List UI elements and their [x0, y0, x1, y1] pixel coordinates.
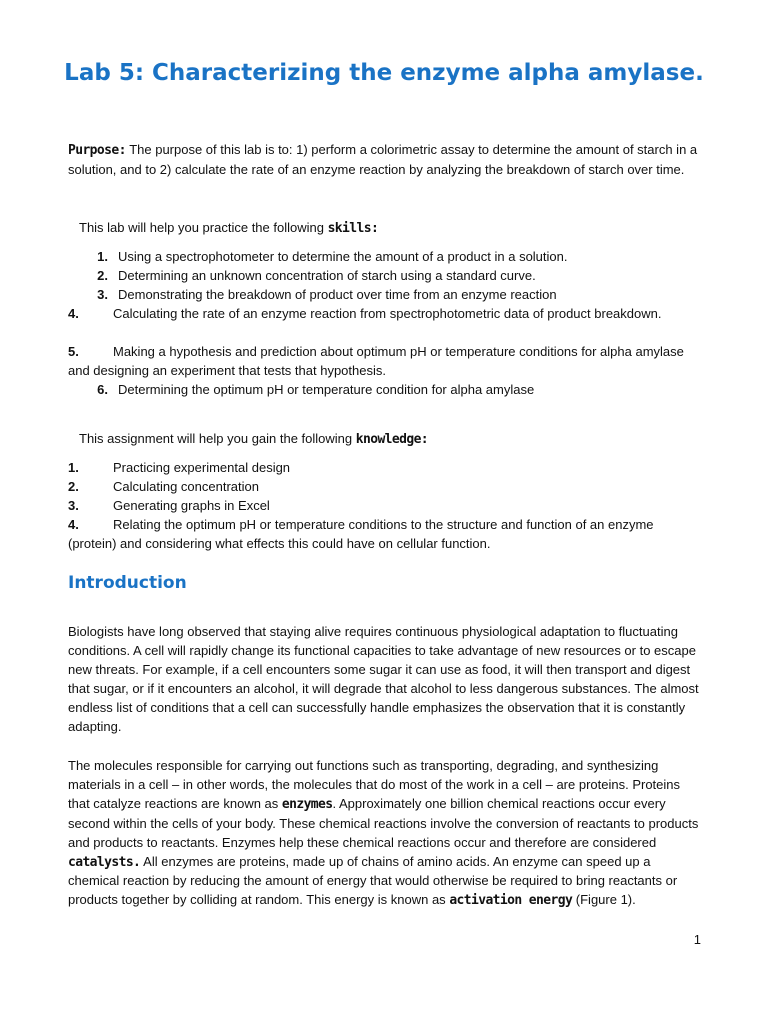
list-item: [88, 248, 567, 267]
intro-paragraph-1: Biologists have long observed that staying alive requires continuous physiological adaptation to fluctuating conditions. A cell will rapidly change its functional capacities to take advantage of new resources or to escape new threats. For example, if a cell encounters some sugar it can use as food, it will then transport and digest that sugar, or if it encounters an alcohol, it will degrade that alcohol to less dangerous substances. The almost endless list of conditions that a cell can successfully handle emphasizes the observation that it is constantly adapting.: [68, 624, 699, 734]
intro-paragraph-2: [68, 757, 700, 911]
list-item-text: Relating the optimum pH or temperature conditions to the structure and function of an enzyme (protein) and considering what effects this could have on cellular function.: [68, 517, 654, 551]
list-item-number: 5.: [68, 344, 79, 359]
list-item-text: Practicing experimental design: [113, 460, 291, 475]
list-item-number: 2.: [68, 479, 79, 494]
knowledge-intro-text: This assignment will help you gain the following: [79, 431, 356, 446]
list-item-text: Demonstrating the breakdown of product over time from an enzyme reaction: [118, 287, 557, 302]
paragraph-text: The molecules responsible for carrying out functions such as transporting, degrading, and synthesizing materials in a cell – in other words, the molecules that do most of the work in a cell – are proteins. Proteins that catalyze reactions are known as: [68, 758, 681, 811]
list-item-text: Making a hypothesis and prediction about optimum pH or temperature conditions for alpha amylase and designing an experiment that tests that hypothesis.: [68, 344, 684, 378]
list-item-number: 3.: [97, 287, 108, 302]
list-item-text: Calculating concentration: [113, 479, 259, 494]
knowledge-intro: [79, 431, 428, 447]
list-item-text: Calculating the rate of an enzyme reaction from spectrophotometric data of product breakdown.: [113, 306, 662, 321]
skills-keyword: skills:: [327, 221, 379, 236]
list-item: [88, 381, 534, 400]
page-title: Lab 5: Characterizing the enzyme alpha amylase.: [64, 60, 704, 86]
paragraph-text: (Figure 1).: [572, 892, 636, 908]
list-item-text: Determining the optimum pH or temperature condition for alpha amylase: [118, 382, 535, 397]
list-item-text: Using a spectrophotometer to determine the amount of a product in a solution.: [118, 249, 568, 264]
introduction-heading: Introduction: [68, 573, 187, 593]
list-item-number: 4.: [68, 306, 79, 321]
list-item: [68, 459, 700, 478]
paragraph-text: All enzymes are proteins, made up of chains of amino acids. An enzyme can speed up a chemical reaction by reducing the amount of energy that would otherwise be required to bring reactants or products together by colliding at random. This energy is known as: [68, 853, 678, 908]
knowledge-keyword: knowledge:: [355, 432, 429, 447]
list-item: [88, 267, 536, 286]
list-item-number: 1.: [97, 249, 108, 264]
purpose-label: Purpose:: [68, 143, 126, 158]
list-item-text: Determining an unknown concentration of starch using a standard curve.: [118, 268, 536, 283]
list-item-number: 6.: [97, 382, 108, 397]
list-item-text: Generating graphs in Excel: [113, 498, 270, 513]
list-item: [68, 343, 700, 381]
list-item: [68, 305, 700, 324]
enzymes-term: enzymes: [281, 796, 333, 812]
skills-intro-text: This lab will help you practice the following: [79, 220, 328, 235]
list-item: [68, 516, 700, 554]
list-item: [68, 497, 700, 516]
list-item-number: 3.: [68, 498, 79, 513]
list-item: [68, 478, 700, 497]
page-number: 1: [693, 932, 701, 947]
list-item-number: 1.: [68, 460, 79, 475]
purpose-paragraph: [68, 141, 700, 180]
skills-intro: [79, 220, 378, 236]
list-item-number: 4.: [68, 517, 79, 532]
activation-energy-term: activation energy: [449, 893, 573, 909]
list-item: [88, 286, 557, 305]
purpose-text: The purpose of this lab is to: 1) perform a colorimetric assay to determine the amount of starch in a solution, and to 2) calculate the rate of an enzyme reaction by analyzing the breakdown of starch over time.: [68, 142, 698, 177]
list-item-number: 2.: [97, 268, 108, 283]
catalysts-term: catalysts.: [68, 854, 141, 870]
paragraph-text: . Approximately one billion chemical reactions occur every second within the cells of your body. These chemical reactions involve the conversion of reactants to products and products to reactants. Enzymes help these chemical reactions occur and therefore are considered: [68, 795, 699, 850]
